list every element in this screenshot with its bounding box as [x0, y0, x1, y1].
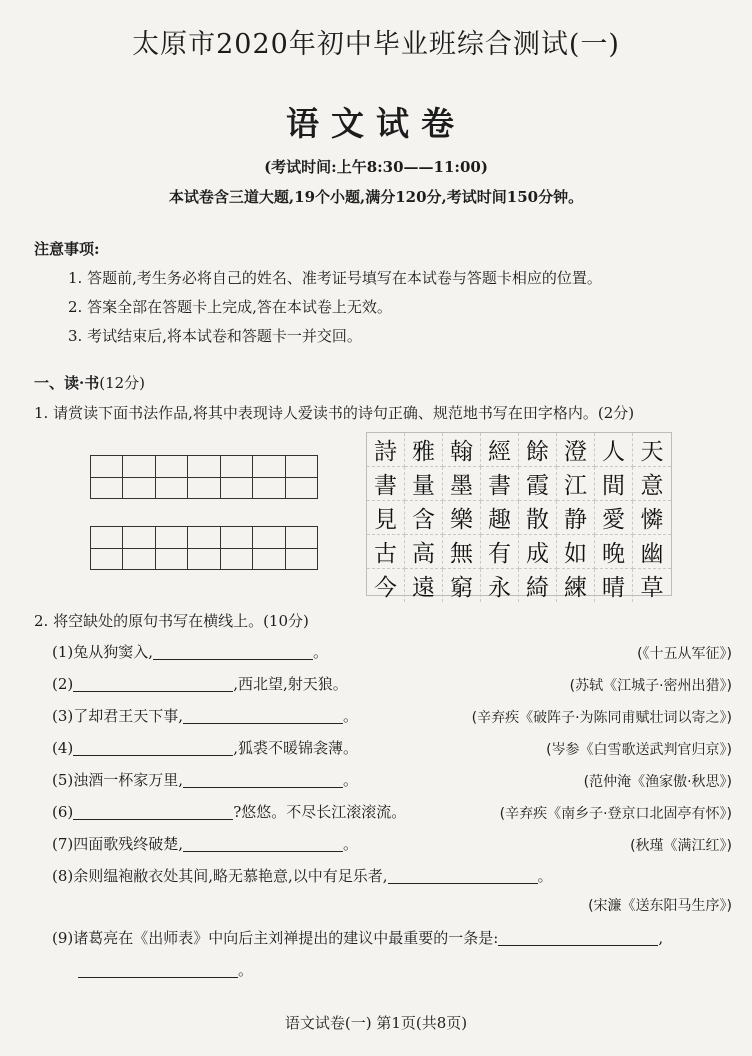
answer-blank[interactable]: [388, 868, 538, 884]
calligraphy-char: 今: [367, 569, 405, 602]
calligraphy-char: 草: [640, 575, 664, 601]
calligraphy-char: 静: [557, 501, 595, 535]
q2-source-5: (范仲淹《渔家傲·秋思》): [583, 774, 732, 790]
calligraphy-char: 遠: [405, 569, 443, 602]
calligraphy-work: [366, 432, 672, 601]
answer-blank[interactable]: [498, 930, 658, 946]
calligraphy-char: 翰: [443, 433, 481, 467]
q2-line-5: (5)浊酒一杯家万里, 。: [52, 771, 359, 789]
calligraphy-char: 有: [481, 535, 519, 569]
q2-source-3: (辛弃疾《破阵子·为陈同甫赋壮词以寄之》): [471, 710, 732, 726]
calligraphy-char: 江: [557, 467, 595, 501]
q2-line-9-cont: 。: [78, 959, 253, 980]
calligraphy-char: 雅: [405, 433, 443, 467]
answer-blank[interactable]: [153, 644, 313, 660]
q2-line-3: (3)了却君王天下事, 。: [52, 707, 359, 725]
calligraphy-char: 高: [405, 535, 443, 569]
calligraphy-char: 幽: [633, 535, 671, 569]
question-1-text: 1. 请赏读下面书法作品,将其中表现诗人爱读书的诗句正确、规范地书写在田字格内。(2分): [34, 404, 635, 422]
section-title: 一、读·书: [34, 374, 100, 392]
section-score: (12分): [99, 374, 146, 392]
q2-source-1: (《十五从军征》): [637, 646, 732, 662]
calligraphy-char: 古: [367, 535, 405, 569]
answer-blank[interactable]: [73, 740, 233, 756]
q2-line-1: (1)兔从狗窦入, 。: [52, 643, 329, 661]
notice-item-3: 3. 考试结束后,将本试卷和答题卡一并交回。: [68, 327, 362, 345]
grid-row: [91, 548, 317, 569]
calligraphy-char: 書: [481, 467, 519, 501]
q2-line-9: (9)诸葛亮在《出师表》中向后主刘禅提出的建议中最重要的一条是: ,: [52, 929, 664, 947]
calligraphy-char: 趣: [481, 501, 519, 535]
calligraphy-char: 書: [367, 467, 405, 501]
page-footer: 语文试卷(一) 第1页(共8页): [284, 1014, 468, 1032]
calligraphy-char: 散: [519, 501, 557, 535]
question-2-text: 2. 将空缺处的原句书写在横线上。(10分): [34, 612, 309, 630]
calligraphy-char: 餘: [519, 433, 557, 467]
exam-description: 本试卷含三道大题,19个小题,满分120分,考试时间150分钟。: [168, 188, 584, 206]
calligraphy-char: 成: [519, 535, 557, 569]
answer-blank[interactable]: [183, 708, 343, 724]
calligraphy-char: 如: [557, 535, 595, 569]
q2-source-8: (宋濂《送东阳马生序》): [588, 898, 732, 914]
q2-line-4: (4) ,狐裘不暖锦衾薄。: [52, 739, 359, 757]
calligraphy-char: 經: [481, 433, 519, 467]
calligraphy-char: 含: [405, 501, 443, 535]
calligraphy-char: 天: [633, 433, 671, 467]
q2-source-2: (苏轼《江城子·密州出猎》): [569, 678, 732, 694]
answer-blank[interactable]: [183, 836, 343, 852]
answer-blank[interactable]: [183, 772, 343, 788]
calligraphy-char: 晴: [595, 569, 633, 602]
calligraphy-char: 詩: [367, 433, 405, 467]
q2-source-4: (岑参《白雪歌送武判官归京》): [546, 742, 732, 758]
exam-time: (考试时间:上午8:30——11:00): [264, 158, 488, 176]
grid-row: [91, 477, 317, 498]
answer-blank[interactable]: [73, 676, 233, 692]
calligraphy-char: 間: [595, 467, 633, 501]
writing-grid-2: [90, 526, 318, 570]
notice-heading: 注意事项:: [34, 240, 100, 258]
q2-line-2: (2) ,西北望,射天狼。: [52, 675, 348, 693]
calligraphy-char: 人: [595, 433, 633, 467]
calligraphy-char: 霞: [519, 467, 557, 501]
section-heading: [34, 372, 145, 393]
q2-line-7: (7)四面歌残终破楚, 。: [52, 835, 359, 853]
calligraphy-char: 晚: [595, 535, 633, 569]
calligraphy-char: 見: [367, 501, 405, 535]
subject-title: 语文试卷: [286, 104, 466, 143]
calligraphy-char: 無: [443, 535, 481, 569]
grid-row: [91, 527, 317, 549]
q2-source-6: (辛弃疾《南乡子·登京口北固亭有怀》): [499, 806, 732, 822]
calligraphy-char: 澄: [557, 433, 595, 467]
answer-blank[interactable]: [78, 962, 238, 978]
notice-item-2: 2. 答案全部在答题卡上完成,答在本试卷上无效。: [68, 298, 392, 316]
notice-item-1: 1. 答题前,考生务必将自己的姓名、准考证号填写在本试卷与答题卡相应的位置。: [68, 269, 602, 287]
q2-line-8: (8)余则缊袍敝衣处其间,略无慕艳意,以中有足乐者, 。: [52, 867, 553, 885]
calligraphy-char: 憐: [633, 501, 671, 535]
q2-line-6: (6) ?悠悠。不尽长江滚滚流。: [52, 803, 407, 821]
writing-grid-1: [90, 455, 318, 499]
answer-blank[interactable]: [73, 804, 233, 820]
calligraphy-char: 量: [405, 467, 443, 501]
calligraphy-char: 窮: [443, 569, 481, 602]
q2-source-7: (秋瑾《满江红》): [630, 838, 732, 854]
exam-title: 太原市2020年初中毕业班综合测试(一): [132, 29, 620, 60]
grid-row: [91, 456, 317, 478]
calligraphy-char: 練: [557, 569, 595, 602]
calligraphy-char: 愛: [595, 501, 633, 535]
calligraphy-char: 樂: [443, 501, 481, 535]
calligraphy-char: 墨: [443, 467, 481, 501]
calligraphy-char: 意: [633, 467, 671, 501]
calligraphy-char: 綺: [519, 569, 557, 602]
calligraphy-char: 永: [481, 569, 519, 602]
